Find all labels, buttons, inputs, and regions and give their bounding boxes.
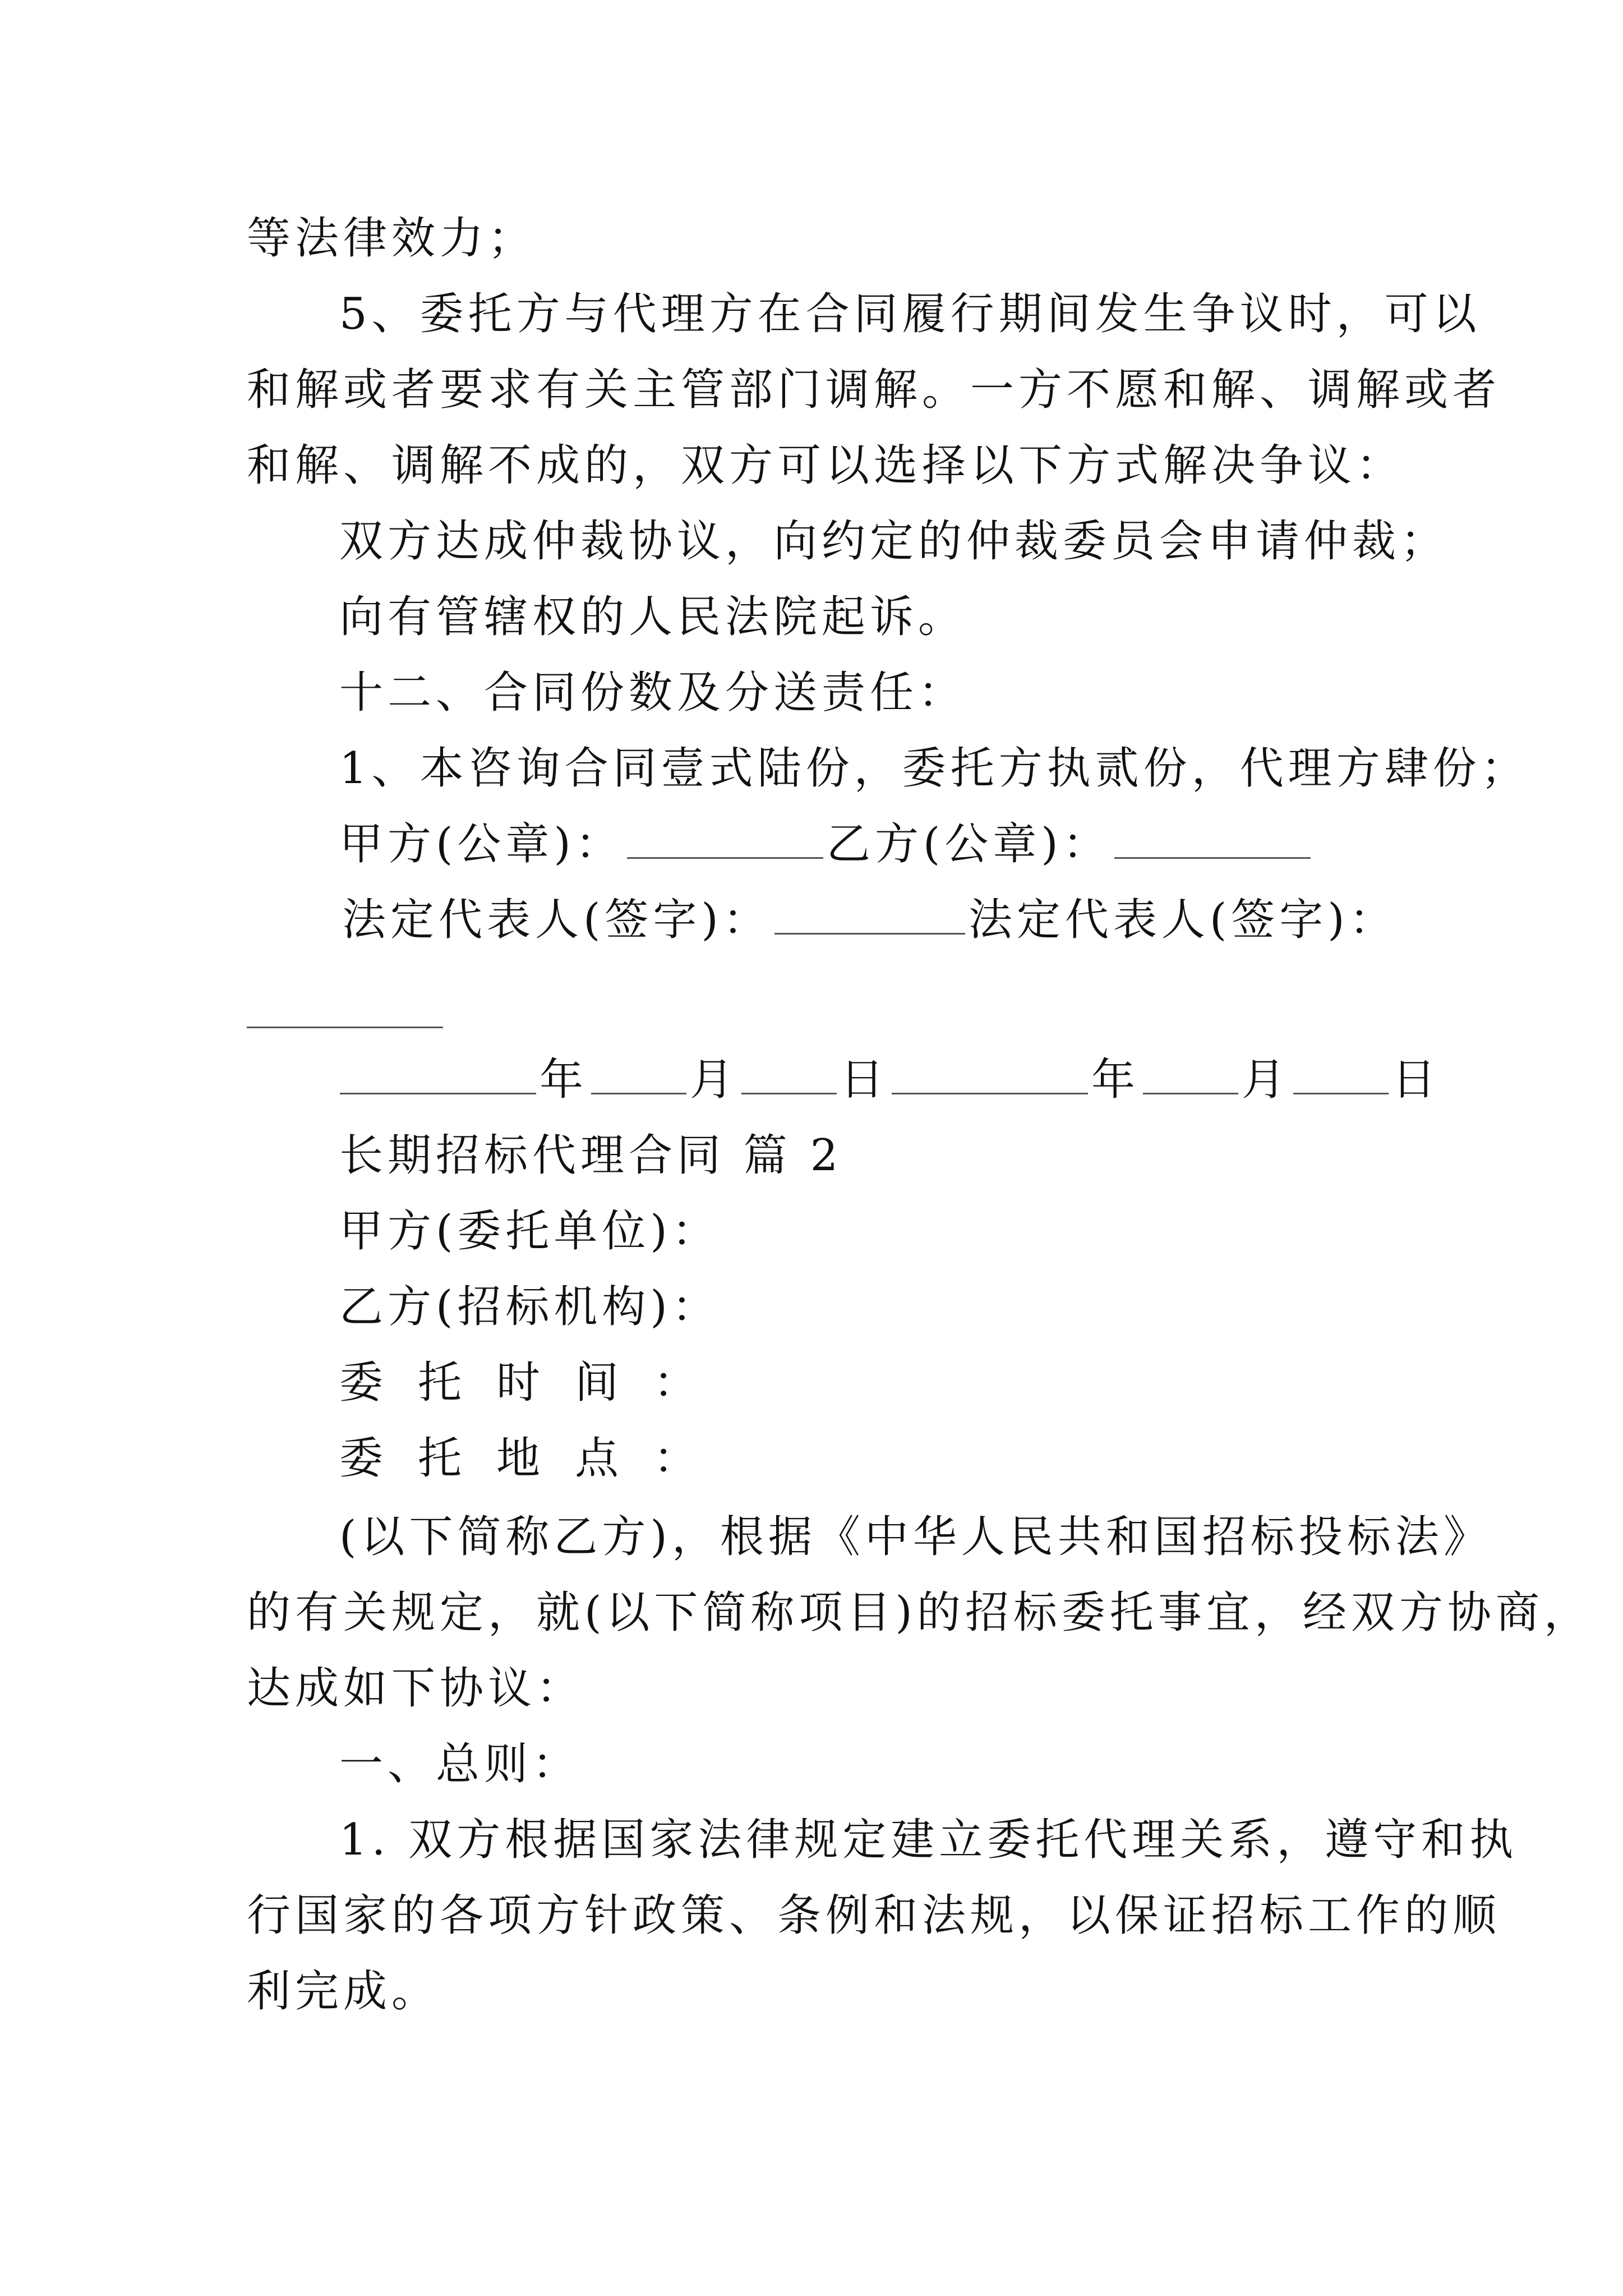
text-line: (以下简称乙方)，根据《中华人民共和国招标投标法》	[339, 1512, 1492, 1562]
year-a-label: 年	[540, 1055, 588, 1105]
section-heading: 一、总则：	[339, 1739, 581, 1789]
year-b-blank	[892, 1057, 1088, 1094]
year-b-label: 年	[1091, 1055, 1140, 1105]
text-line: 甲方(委托单位)：	[339, 1206, 720, 1257]
text-line: 委托地点：	[339, 1433, 732, 1484]
rep-b-blank	[247, 999, 443, 1028]
day-a-label: 日	[840, 1055, 889, 1105]
party-a-seal-label: 甲方(公章)：	[339, 819, 624, 869]
contract-title: 长期招标代理合同 篇 2	[339, 1130, 843, 1181]
text-line: 1. 双方根据国家法律规定建立委托代理关系，遵守和执	[339, 1815, 1518, 1865]
party-b-seal-blank	[1114, 821, 1311, 859]
date-line	[336, 1052, 1440, 1108]
day-b-label: 日	[1392, 1055, 1441, 1105]
text-line: 双方达成仲裁协议，向约定的仲裁委员会申请仲裁；	[339, 516, 1449, 567]
day-b-blank	[1293, 1057, 1389, 1094]
year-a-blank	[340, 1057, 536, 1094]
rep-b-label: 法定代表人(签字)：	[968, 895, 1398, 945]
month-b-label: 月	[1242, 1055, 1290, 1105]
text-line: 5、委托方与代理方在合同履行期间发生争议时，可以	[339, 289, 1481, 339]
text-line: 行国家的各项方针政策、条例和法规，以保证招标工作的顺	[247, 1890, 1501, 1941]
representative-line	[342, 892, 1398, 948]
rep-a-label: 法定代表人(签字)：	[342, 895, 771, 945]
month-b-blank	[1143, 1057, 1238, 1094]
day-a-blank	[741, 1057, 837, 1094]
text-line: 和解、调解不成的，双方可以选择以下方式解决争议：	[247, 440, 1405, 491]
text-line: 和解或者要求有关主管部门调解。一方不愿和解、调解或者	[247, 365, 1501, 415]
rep-a-blank	[774, 897, 965, 935]
text-line: 利完成。	[247, 1966, 440, 2017]
text-line: 的有关规定，就(以下简称项目)的招标委托事宜，经双方协商，	[247, 1588, 1592, 1638]
party-a-seal-blank	[627, 821, 823, 859]
party-b-seal-label: 乙方(公章)：	[826, 819, 1111, 869]
text-line: 达成如下协议：	[247, 1663, 585, 1714]
text-line: 委托时间：	[339, 1358, 732, 1408]
seal-line	[339, 816, 1314, 872]
text-line: 向有管辖权的人民法院起诉。	[339, 592, 967, 642]
text-line: 1、本咨询合同壹式陆份，委托方执贰份，代理方肆份；	[339, 743, 1529, 794]
month-a-label: 月	[690, 1055, 739, 1105]
text-line: 等法律效力；	[247, 213, 537, 264]
section-heading: 十二、合同份数及分送责任：	[339, 668, 967, 718]
text-line: 乙方(招标机构)：	[339, 1282, 720, 1332]
month-a-blank	[591, 1057, 686, 1094]
